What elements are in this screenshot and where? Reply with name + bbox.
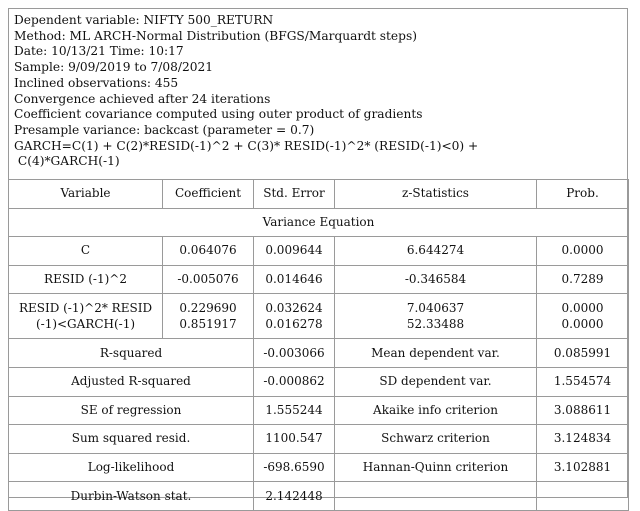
combined-std-error-1: 0.032624 xyxy=(265,301,323,316)
header-convergence: Convergence achieved after 24 iterations xyxy=(14,91,271,106)
stat-label-right: Akaike info criterion xyxy=(335,396,537,425)
stat-label-left: SE of regression xyxy=(9,396,254,425)
stat-label-right: Mean dependent var. xyxy=(335,339,537,368)
column-header-row xyxy=(9,180,629,209)
stats-row xyxy=(9,339,629,368)
column-header-prob: Prob. xyxy=(537,180,629,209)
row-prob: 0.7289 xyxy=(537,265,629,294)
stat-label-right: Hannan-Quinn criterion xyxy=(335,453,537,482)
section-title: Variance Equation xyxy=(9,208,629,237)
stats-row xyxy=(9,396,629,425)
combined-coefficient-cell xyxy=(163,294,254,339)
row-variable: C xyxy=(9,237,163,266)
combined-prob-2: 0.0000 xyxy=(561,317,604,332)
combined-std-error-2: 0.016278 xyxy=(265,317,323,332)
column-header-std-error: Std. Error xyxy=(254,180,335,209)
stat-value-right: 3.124834 xyxy=(537,425,629,454)
row-variable: RESID (-1)^2 xyxy=(9,265,163,294)
row-coefficient: -0.005076 xyxy=(163,265,254,294)
stat-value-left: -0.003066 xyxy=(254,339,335,368)
stat-label-left: R-squared xyxy=(9,339,254,368)
combined-variable-cell xyxy=(9,294,163,339)
header-presample: Presample variance: backcast (parameter = 0.7) xyxy=(14,122,315,137)
table-row xyxy=(9,237,629,266)
stat-value-left: 1100.547 xyxy=(254,425,335,454)
combined-z-2: 52.33488 xyxy=(406,317,465,332)
combined-z-1: 7.040637 xyxy=(406,301,465,316)
combined-coefficient-2: 0.851917 xyxy=(179,317,237,332)
stat-value-right: 3.102881 xyxy=(537,453,629,482)
header-covariance: Coefficient covariance computed using outer product of gradients xyxy=(14,107,423,122)
stat-value-right xyxy=(537,482,629,511)
stat-label-right: Schwarz criterion xyxy=(335,425,537,454)
header-observations: Inclined observations: 455 xyxy=(14,75,179,90)
row-z-statistic: -0.346584 xyxy=(335,265,537,294)
stat-label-right xyxy=(335,482,537,511)
combined-variable-line-1: RESID (-1)^2* RESID xyxy=(18,301,153,316)
row-std-error: 0.014646 xyxy=(254,265,335,294)
stat-label-left: Durbin-Watson stat. xyxy=(9,482,254,511)
row-std-error: 0.009644 xyxy=(254,237,335,266)
header-date: Date: 10/13/21 Time: 10:17 xyxy=(14,44,184,59)
stats-row xyxy=(9,453,629,482)
combined-prob-1: 0.0000 xyxy=(561,301,604,316)
stat-value-left: -698.6590 xyxy=(254,453,335,482)
row-coefficient: 0.064076 xyxy=(163,237,254,266)
stat-value-right: 1.554574 xyxy=(537,367,629,396)
estimation-header xyxy=(14,13,624,170)
column-header-variable: Variable xyxy=(9,180,163,209)
stat-label-right: SD dependent var. xyxy=(335,367,537,396)
row-z-statistic: 6.644274 xyxy=(335,237,537,266)
header-equation-line-1: GARCH=C(1) + C(2)*RESID(-1)^2 + C(3)* RESID(-1)^2* (RESID(-1)<0) + xyxy=(14,138,479,153)
row-prob: 0.0000 xyxy=(537,237,629,266)
combined-std-error-cell xyxy=(254,294,335,339)
stat-value-right: 3.088611 xyxy=(537,396,629,425)
stats-row xyxy=(9,482,629,511)
stat-label-left: Log-likelihood xyxy=(9,453,254,482)
header-sample: Sample: 9/09/2019 to 7/08/2021 xyxy=(14,60,214,75)
stat-label-left: Adjusted R-squared xyxy=(9,367,254,396)
stat-value-left: 2.142448 xyxy=(254,482,335,511)
combined-table-row xyxy=(9,294,629,339)
stats-row xyxy=(9,425,629,454)
header-equation-line-2: C(4)*GARCH(-1) xyxy=(14,154,120,169)
column-header-coefficient: Coefficient xyxy=(163,180,254,209)
stat-value-left: 1.555244 xyxy=(254,396,335,425)
stats-row xyxy=(9,367,629,396)
stat-value-left: -0.000862 xyxy=(254,367,335,396)
results-table xyxy=(8,179,629,511)
stat-label-left: Sum squared resid. xyxy=(9,425,254,454)
combined-variable-line-2: (-1)<GARCH(-1) xyxy=(35,317,136,332)
combined-z-cell xyxy=(335,294,537,339)
combined-prob-cell xyxy=(537,294,629,339)
table-row xyxy=(9,265,629,294)
stat-value-right: 0.085991 xyxy=(537,339,629,368)
column-header-z-statistics: z-Statistics xyxy=(335,180,537,209)
combined-coefficient-1: 0.229690 xyxy=(179,301,237,316)
section-row xyxy=(9,208,629,237)
header-dependent-variable: Dependent variable: NIFTY 500_RETURN xyxy=(14,13,274,27)
header-method: Method: ML ARCH-Normal Distribution (BFGS/Marquardt steps) xyxy=(14,28,417,43)
